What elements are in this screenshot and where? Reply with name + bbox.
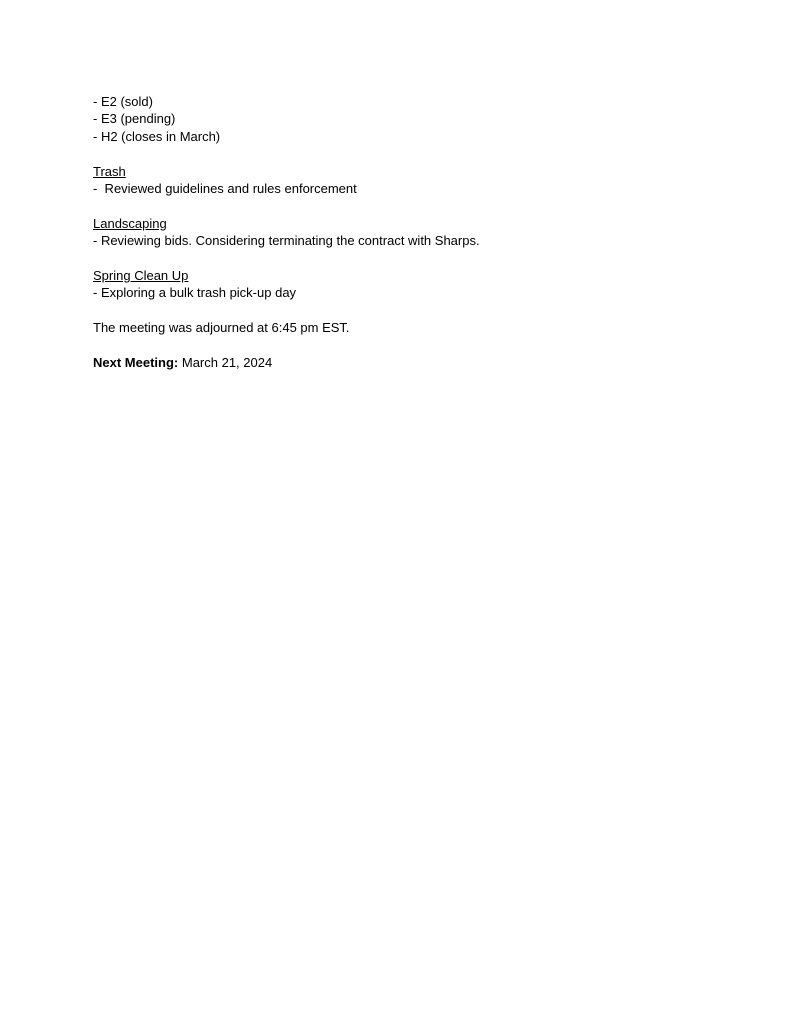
next-meeting-label: Next Meeting: bbox=[93, 354, 179, 370]
landscaping-section bbox=[93, 215, 733, 250]
units-section bbox=[93, 93, 733, 145]
list-item: - H2 (closes in March) bbox=[93, 128, 221, 144]
spacer bbox=[93, 145, 733, 162]
list-item: - E2 (sold) bbox=[93, 94, 153, 109]
list-item: - Reviewing bids. Considering terminating the contract with Sharps. bbox=[93, 233, 480, 249]
list-item: - Reviewed guidelines and rules enforcement bbox=[93, 180, 357, 196]
document-page bbox=[93, 93, 733, 371]
adjournment-text: The meeting was adjourned at 6:45 pm EST. bbox=[93, 320, 350, 336]
spacer bbox=[93, 250, 733, 267]
section-heading-trash: Trash bbox=[93, 163, 126, 179]
spring-clean-up-section bbox=[93, 267, 733, 302]
section-heading-spring-clean-up: Spring Clean Up bbox=[93, 267, 189, 283]
spacer bbox=[93, 336, 733, 353]
next-meeting-line bbox=[93, 354, 733, 371]
trash-section bbox=[93, 163, 733, 198]
list-item: - Exploring a bulk trash pick-up day bbox=[93, 285, 297, 301]
section-heading-landscaping: Landscaping bbox=[93, 215, 167, 231]
spacer bbox=[93, 302, 733, 319]
next-meeting-date: March 21, 2024 bbox=[181, 354, 273, 370]
list-item: - E3 (pending) bbox=[93, 111, 176, 127]
spacer bbox=[93, 197, 733, 214]
